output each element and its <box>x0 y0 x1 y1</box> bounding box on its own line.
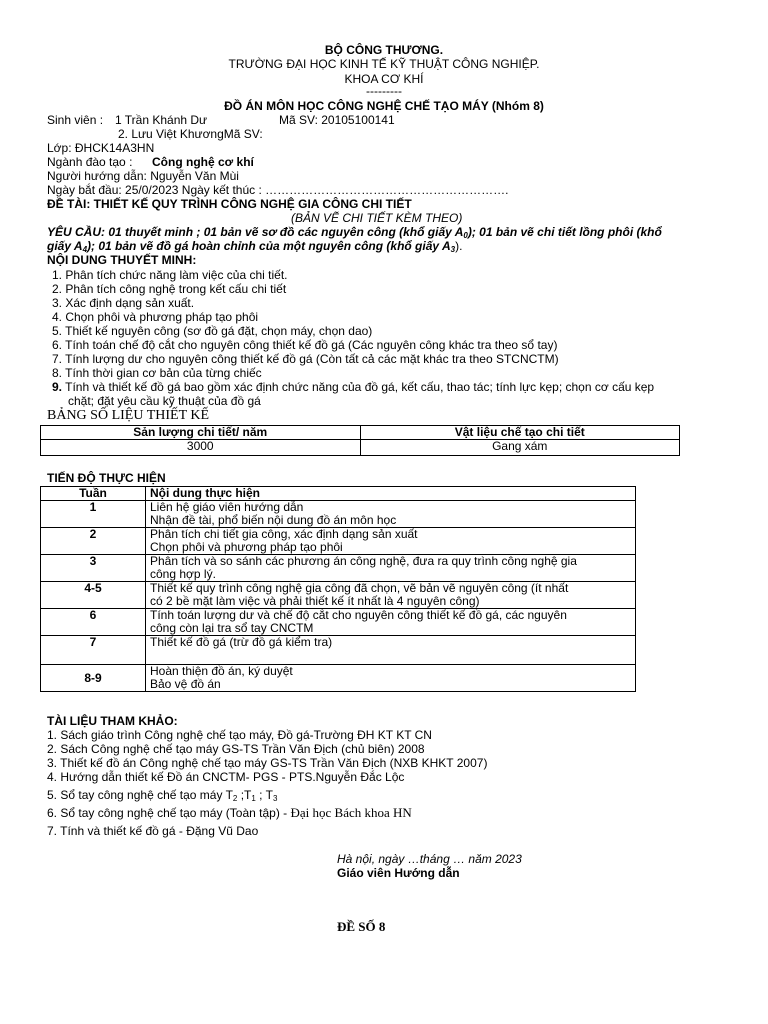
project-title: ĐỒ ÁN MÔN HỌC CÔNG NGHỆ CHẾ TẠO MÁY (Nhóm 8) <box>224 99 544 113</box>
contents-item: 2. Phân tích công nghệ trong kết cấu chi tiết <box>52 282 287 296</box>
signer-title: Giáo viên Hướng dẫn <box>337 866 460 880</box>
major-value: Công nghệ cơ khí <box>152 155 254 169</box>
reference-item: 3. Thiết kế đồ án Công nghệ chế tạo máy GS-TS Trần Văn Địch (NXB KHKT 2007) <box>47 756 488 770</box>
university-name: TRƯỜNG ĐẠI HỌC KINH TẾ KỸ THUẬT CÔNG NGHIỆP. <box>228 57 540 71</box>
design-val-material: Gang xám <box>360 440 680 456</box>
design-val-quantity: 3000 <box>41 440 361 456</box>
topic-title: ĐỀ TÀI: THIẾT KẾ QUY TRÌNH CÔNG NGHỆ GIA CÔNG CHI TIẾT <box>47 197 412 211</box>
contents-item-9: 9. Tính và thiết kế đồ gá bao gồm xác định chức năng của đồ gá, kết cấu, thao tác; tính lực kẹp; chọn cơ cấu kẹp <box>52 380 655 394</box>
exam-code: ĐỀ SỐ 8 <box>337 919 386 934</box>
table-row: 8-9 Hoàn thiện đồ án, ký duyệt Bảo vệ đồ án <box>41 665 636 692</box>
contents-item: 4. Chọn phôi và phương pháp tạo phôi <box>52 310 259 324</box>
table-row: 3 Phân tích và so sánh các phương án công nghệ, đưa ra quy trình công nghệ gia công hợp lý. <box>41 555 636 582</box>
contents-item: 5. Thiết kế nguyên công (sơ đồ gá đặt, chọn máy, chọn dao) <box>52 324 373 338</box>
contents-heading: NỘI DUNG THUYẾT MINH: <box>47 253 197 267</box>
schedule-col-content: Nội dung thực hiện <box>146 487 636 501</box>
contents-item: 6. Tính toán chế độ cắt cho nguyên công thiết kế đồ gá (Các nguyên công khác tra theo sổ tay) <box>52 338 558 352</box>
class-line: Lớp: ĐHCK14A3HN <box>47 141 155 155</box>
reference-item: 1. Sách giáo trình Công nghệ chế tạo máy, Đồ gá-Trường ĐH KT KT CN <box>47 728 432 742</box>
design-col-quantity: Sản lượng chi tiết/ năm <box>41 426 361 440</box>
design-data-table <box>40 425 680 456</box>
topic-subtitle: (BẢN VẼ CHI TIẾT KÈM THEO) <box>291 211 463 225</box>
dates-line: Ngày bắt đầu: 25/0/2023 Ngày kết thúc : ……………………………………………………. <box>47 183 509 197</box>
requirements-line-2: giấy $A_4$); 01 bản vẽ đồ gá hoàn chỉnh của một nguyên công (khổ giấy $A_3$). <box>47 239 463 254</box>
schedule-col-week: Tuần <box>41 487 146 501</box>
table-row: 1 Liên hệ giáo viên hướng dẫn Nhận đề tài, phổ biến nội dung đồ án môn học <box>41 501 636 528</box>
student-label: Sinh viên : <box>47 113 104 127</box>
reference-item: 5. Sổ tay công nghệ chế tạo máy $T_2$ $;T_1$ ; $T_3$ <box>47 788 278 803</box>
ministry-name: BỘ CÔNG THƯƠNG. <box>324 43 444 57</box>
student-1-id: Mã SV: 20105100141 <box>279 113 395 127</box>
contents-item: 7. Tính lượng dư cho nguyên công thiết kế đồ gá (Còn tất cả các mặt khác tra theo STCNCTM) <box>52 352 559 366</box>
schedule-heading: TIẾN ĐỘ THỰC HIỆN <box>47 471 166 485</box>
design-col-material: Vật liệu chế tạo chi tiết <box>360 426 680 440</box>
contents-item: 3. Xác định dạng sản xuất. <box>52 296 195 310</box>
student-1-name: 1 Trần Khánh Dư <box>115 113 208 127</box>
design-data-heading: BẢNG SỐ LIỆU THIẾT KẾ <box>47 408 210 423</box>
contents-item: 1. Phân tích chức năng làm việc của chi tiết. <box>52 268 288 282</box>
table-row: 2 Phân tích chi tiết gia công, xác định dạng sản xuất Chọn phôi và phương pháp tạo phôi <box>41 528 636 555</box>
requirements-line-1: YÊU CẦU: 01 thuyết minh ; 01 bản vẽ sơ đồ các nguyên công (khổ giấy $A_0$); 01 bản vẽ chi tiết lồng phôi (khổ <box>47 225 662 240</box>
major-label: Ngành đào tạo : <box>47 155 133 169</box>
table-row: 7 Thiết kế đồ gá (trừ đồ gá kiểm tra) <box>41 636 636 665</box>
reference-item: 4. Hướng dẫn thiết kế Đồ án CNCTM- PGS - PTS.Nguyễn Đắc Lộc <box>47 770 405 784</box>
contents-item: 8. Tính thời gian cơ bản của từng chiếc <box>52 366 262 380</box>
requirements-label: YÊU CẦU: <box>47 225 106 239</box>
signature-date: Hà nội, ngày …tháng … năm 2023 <box>337 852 522 866</box>
reference-item: 6. Sổ tay công nghệ chế tạo máy (Toàn tập) - Đại học Bách khoa HN <box>47 805 412 820</box>
header-separator: --------- <box>366 84 402 98</box>
faculty-name: KHOA CƠ KHÍ <box>344 72 424 86</box>
student-2-name: 2. Lưu Việt KhươngMã SV: <box>118 127 263 141</box>
advisor-line: Người hướng dẫn: Nguyễn Văn Mùi <box>47 169 239 183</box>
schedule-table <box>40 486 636 692</box>
table-row: 4-5 Thiết kế quy trình công nghệ gia công đã chọn, vẽ bản vẽ nguyên công (ít nhất có 2 bề mặt làm việc và phải thiết kế ít nhất là 4 nguyên công) <box>41 582 636 609</box>
contents-item-9-cont: chặt; đặt yêu cầu kỹ thuật của đồ gá <box>68 394 261 408</box>
table-row: 6 Tính toán lượng dư và chế độ cắt cho nguyên công thiết kế đồ gá, các nguyên công còn lại tra sổ tay CNCTM <box>41 609 636 636</box>
reference-item: 7. Tính và thiết kế đồ gá - Đặng Vũ Dao <box>47 824 259 838</box>
reference-item: 2. Sách Công nghệ chế tạo máy GS-TS Trần Văn Địch (chủ biên) 2008 <box>47 742 425 756</box>
references-heading: TÀI LIỆU THAM KHẢO: <box>47 714 178 728</box>
